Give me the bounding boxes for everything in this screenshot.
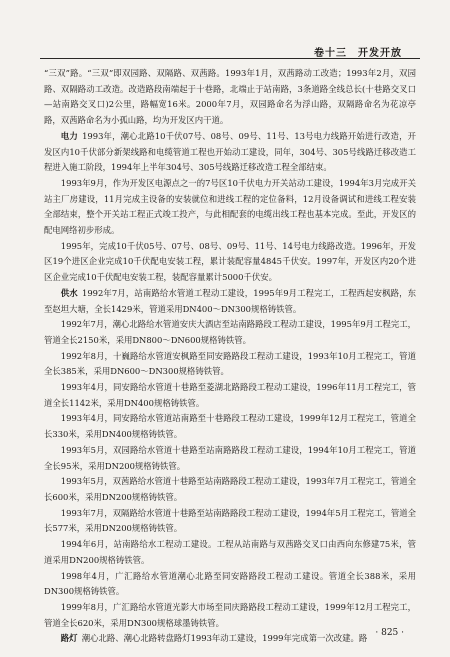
paragraph	[44, 239, 416, 286]
section-lead: 电力	[60, 130, 78, 141]
section-lead: 供水	[60, 287, 78, 298]
paragraph	[44, 569, 416, 600]
paragraph-text: 1998年4月，广汇路给水管道潮心北路至同安路路段工程动工建设。管道全长388米，采用DN300规格铸铁管。	[44, 570, 416, 597]
paragraph	[44, 631, 416, 647]
paragraph	[44, 411, 416, 442]
paragraph	[44, 129, 416, 176]
paragraph	[44, 474, 416, 505]
paragraph	[44, 537, 416, 568]
paragraph	[44, 349, 416, 380]
paragraph	[44, 66, 416, 129]
paragraph-text: 1993年5月，双园路给水管道十巷路至站南路路段工程动工建设，1994年10月工程完工，管道全长95米，采用DN200规格铸铁管。	[44, 444, 416, 471]
paragraph-text: 1992年7月，站南路给水管道工程动工建设，1995年9月工程完工，工程西起安枫路，东至赵坦大塘，全长1429米，管道采用DN400～DN300规格铸铁管。	[44, 287, 416, 314]
paragraph	[44, 506, 416, 537]
paragraph-text: 1992年8月，十巍路给水管道安枫路至同安路路段工程动工建设，1993年10月工程完工，管道全长385米，采用DN600～DN300规格铸铁管。	[44, 350, 416, 377]
paragraph	[44, 286, 416, 317]
paragraph-text: 1999年8月，广汇路给水管道光影大市场至同庆路路段工程动工建设，1999年12月工程完工，管道全长620米，采用DN300规格球墨铸铁管。	[44, 601, 416, 628]
paragraph-text: 1994年6月，站南路给水工程动工建设。工程从站南路与双茜路交叉口由西向东修建75米，管道采用DN200规格铸铁管。	[44, 539, 416, 565]
paragraph-text: 1993年4月，同安路给水管道站南路至十巷路段工程动工建设，1999年12月工程完工，管道全长330米，采用DN400规格铸铁管。	[44, 413, 416, 440]
section-lead: 路灯	[60, 633, 78, 644]
paragraph-text: 1993年4月，同安路给水管道十巷路至菱湖北路路段工程动工建设，1996年11月工程完工，管道全长1142米，采用DN400规格铸铁管。	[44, 382, 416, 408]
paragraph	[44, 176, 416, 239]
header-rule	[40, 58, 420, 59]
paragraph-text: 1993年，潮心北路10千伏07号、08号、09号、11号、13号电力线路开始进行改造，开发区内10千伏部分新架线路和电缆管道工程也开始动工建设，同年，304号、305号线路迁移改造工程进入施工阶段，1994年上半年304号、305号线路迁移改造工程全部结束。	[44, 130, 416, 173]
paragraph-text: 1995年，完成10千伏05号、07号、08号、09号、11号、14号电力线路改造。1996年，开发区19个进区企业完成10千伏配电安装工程，累计装配容量4845千伏安。1997年，开发区内20个进区企业完成10千伏配电安装工程，装配容量累计5000千伏安。	[44, 240, 416, 283]
paragraph	[44, 443, 416, 474]
paragraph-text: 1993年5月，双茜路给水管道十巷路至站南路路段工程动工建设，1993年7月工程完工，管道全长600米，采用DN200规格铸铁管。	[44, 476, 416, 502]
paragraph	[44, 317, 416, 348]
paragraph	[44, 380, 416, 411]
paragraph-text: 1993年7月，双隔路给水管道十巷路至站南路路段工程动工建设，1994年5月工程完工，管道全长577米，采用DN200规格铸铁管。	[44, 507, 416, 534]
running-title: 卷十三 开发开放	[314, 48, 402, 59]
body-text	[44, 66, 416, 647]
paragraph-text: “三双”路。“三双”即双园路、双隔路、双茜路。1993年1月，双茜路动工改造；1993年2月，双园路、双隔路动工改造。改造路段南端起于十巷路，北端止于站南路，3条道路全线总长(十巷路交叉口—站南路交叉口)2公里，路幅宽16米。2000年7月，双园路命名为浮山路，双隔路命名为花凉亭路，双茜路命名为小孤山路，均为开发区内干道。	[44, 68, 416, 126]
paragraph-text: 1992年7月，潮心北路给水管道安庆大酒店至站南路路段工程动工建设，1995年9月工程完工，管道全长2150米，采用DN800～DN600规格铸铁管。	[44, 319, 416, 345]
paragraph-text: 1993年9月，作为开发区电源点之一的7号区10千伏电力开关站动工建设，1994年3月完成开关站主厂房建设，11月完成主设备的安装就位和进线工程的定位备料，12月设备调试和进线工程安装全部结束，整个开关站工程正式竣工投产，与此相配套的电缆出线工程也基本完成。至此，开发区的配电网络初步形成。	[44, 177, 416, 236]
page-number: · 825 ·	[375, 628, 404, 638]
paragraph	[44, 600, 416, 631]
paragraph-text: 潮心北路、潮心北路转盘路灯1993年动工建设，1999年完成第一次改建。路	[81, 633, 368, 644]
